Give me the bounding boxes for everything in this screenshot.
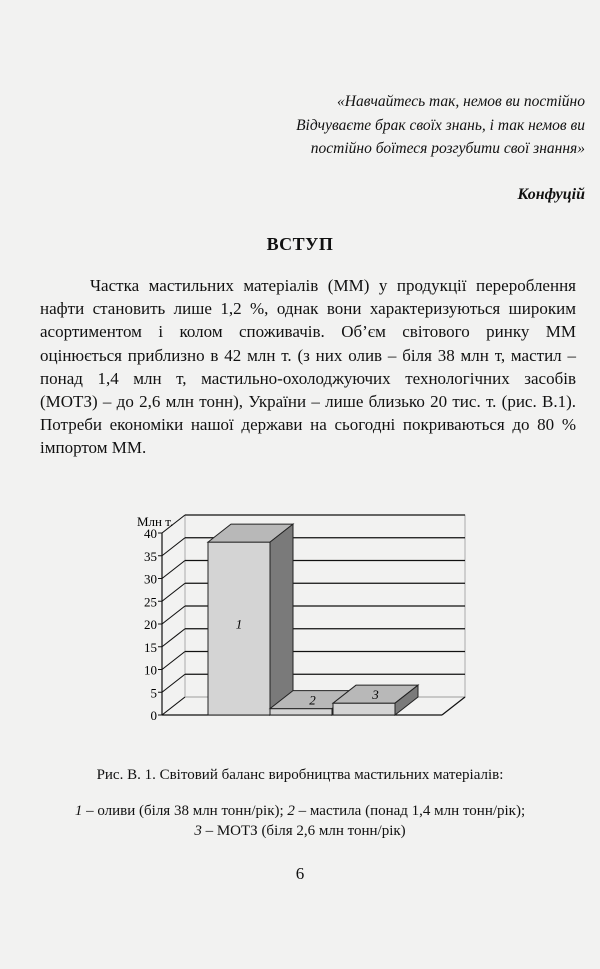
wall-gridline — [162, 538, 185, 556]
legend-num: 3 — [194, 823, 202, 839]
wall-gridline — [162, 583, 185, 601]
bar-label: 1 — [235, 616, 243, 632]
section-title: ВСТУП — [266, 234, 334, 254]
bar-front — [270, 709, 332, 715]
y-tick-label: 40 — [144, 526, 157, 541]
legend-text: – мастила (понад 1,4 млн тонн/рік); — [294, 803, 526, 819]
legend-text: – оливи (біля 38 млн тонн/рік); — [82, 803, 288, 819]
wall-gridline — [162, 561, 185, 579]
y-tick-label: 15 — [144, 639, 157, 655]
y-axis-label: Млн т. — [137, 514, 174, 529]
y-tick-label: 10 — [144, 662, 157, 678]
caption-title: Рис. В. 1. Світовий баланс виробництва мастильних матеріалів: — [96, 767, 504, 783]
legend-num: 2 — [287, 803, 295, 819]
y-tick-label: 25 — [144, 594, 157, 610]
bar-label: 3 — [372, 687, 379, 703]
caption-legend-line — [0, 801, 600, 821]
wall-gridline — [162, 606, 185, 624]
wall-gridline — [162, 629, 185, 647]
epigraph-author: Конфуцій — [517, 186, 585, 203]
epigraph-line: Відчуваєте брак своїх знань, і так немов ви — [296, 116, 585, 134]
epigraph-quote — [296, 90, 585, 161]
y-tick-label: 20 — [144, 617, 157, 632]
y-tick-label: 0 — [150, 708, 157, 723]
epigraph-line: «Навчайтесь так, немов ви постійно — [337, 93, 585, 110]
caption-legend-line — [0, 821, 600, 841]
bar-front — [333, 703, 395, 715]
bar-label: 2 — [309, 692, 316, 708]
page-number: 6 — [295, 864, 305, 883]
wall-gridline — [162, 674, 185, 692]
wall-gridline — [162, 652, 185, 670]
epigraph-line: постійно боїтеся розгубити свої знання» — [310, 140, 585, 157]
x-axis-depth — [442, 697, 465, 715]
figure-caption — [0, 765, 600, 841]
y-tick-label: 30 — [144, 571, 157, 587]
legend-num: 1 — [74, 803, 83, 819]
production-chart — [0, 505, 600, 745]
y-tick-label: 35 — [144, 548, 157, 564]
legend-text: – МОТЗ (біля 2,6 млн тонн/рік) — [201, 823, 406, 839]
y-tick-label: 5 — [150, 685, 157, 701]
bar-side — [270, 524, 293, 715]
intro-paragraph: Частка мастильних матеріалів (ММ) у продукції перероблення нафти становить лише 1,2 %, однак вони характеризуються широким асортиментом і колом споживачів. Об’єм світового ринку ММ оцінюється приблизно в 42 млн т. (з них олив – біля 38 млн т, мастил – понад 1,4 млн т, мастильно-охолоджуючих технологічних засобів (МОТЗ) – до 2,6 млн тонн), України – лише близько 20 тис. т. (рис. В.1). Потреби економіки нашої держави на сьогодні покриваються до 80 % імпортом ММ. — [40, 276, 576, 458]
wall-gridline — [162, 697, 185, 715]
